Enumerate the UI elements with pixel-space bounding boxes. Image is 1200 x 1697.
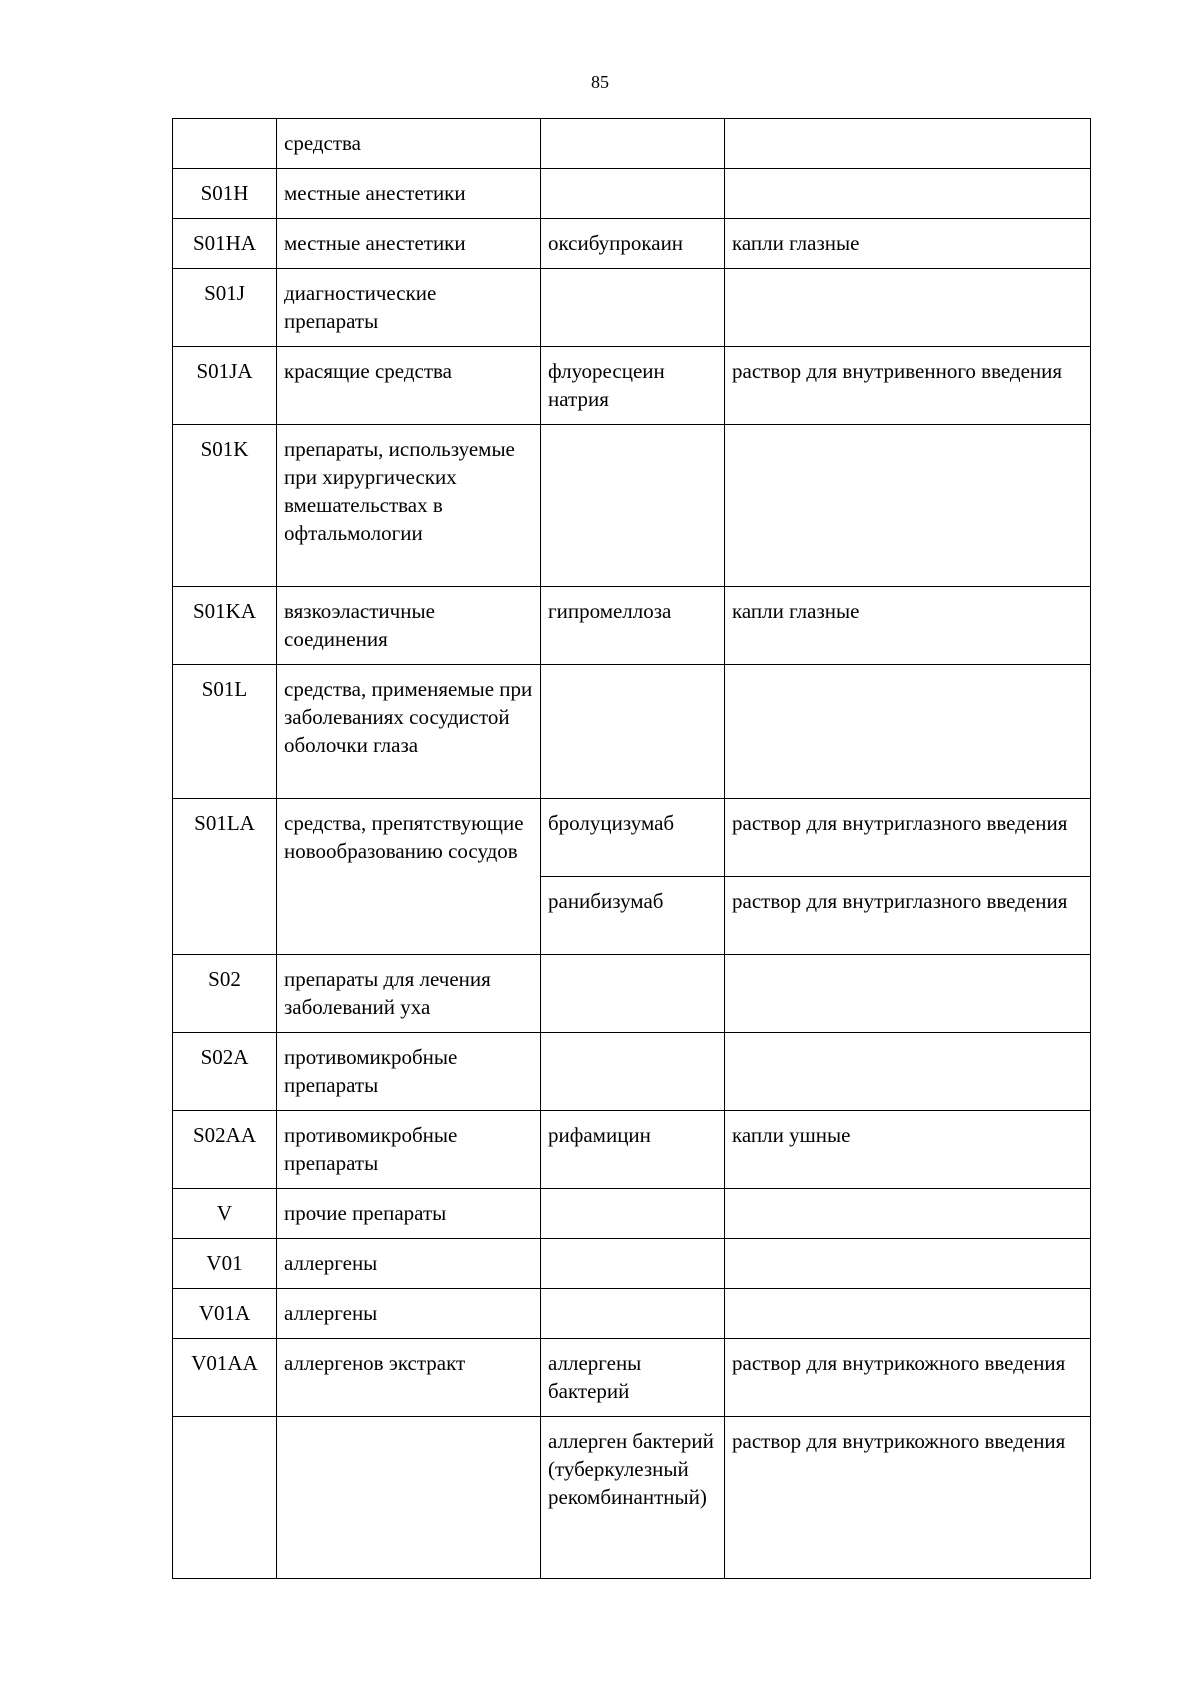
atc-code-cell: S01H xyxy=(173,169,277,219)
group-name-cell: противомикробные препараты xyxy=(277,1111,541,1189)
atc-code-cell xyxy=(173,1417,277,1579)
group-name-cell: прочие препараты xyxy=(277,1189,541,1239)
dosage-form-cell: капли глазные xyxy=(725,219,1091,269)
group-name-cell: препараты, используемые при хирургических вмешательствах в офтальмологии xyxy=(277,425,541,587)
dosage-form-cell xyxy=(725,1033,1091,1111)
dosage-form-cell xyxy=(725,1239,1091,1289)
atc-code-cell: S01JA xyxy=(173,347,277,425)
atc-code-cell: S02A xyxy=(173,1033,277,1111)
table-row xyxy=(173,169,1091,219)
dosage-form-cell: раствор для внутрикожного введения xyxy=(725,1417,1091,1579)
table-row xyxy=(173,1289,1091,1339)
drug-name-cell: бролуцизумаб xyxy=(541,799,725,877)
drug-name-cell: флуоресцеин натрия xyxy=(541,347,725,425)
atc-code-cell: S02 xyxy=(173,955,277,1033)
atc-code-cell: S01HA xyxy=(173,219,277,269)
drug-name-cell xyxy=(541,955,725,1033)
group-name-cell: аллергены xyxy=(277,1289,541,1339)
drug-name-cell xyxy=(541,169,725,219)
atc-code-cell: V01 xyxy=(173,1239,277,1289)
group-name-cell: средства xyxy=(277,119,541,169)
group-name-cell: местные анестетики xyxy=(277,219,541,269)
table-row xyxy=(173,799,1091,877)
group-name-cell: красящие средства xyxy=(277,347,541,425)
group-name-cell: вязкоэластичные соединения xyxy=(277,587,541,665)
atc-code-cell: S01L xyxy=(173,665,277,799)
table-row xyxy=(173,269,1091,347)
table-row xyxy=(173,119,1091,169)
dosage-form-cell xyxy=(725,425,1091,587)
atc-code-cell: S02AA xyxy=(173,1111,277,1189)
table-row xyxy=(173,1189,1091,1239)
table-row xyxy=(173,587,1091,665)
group-name-cell: средства, препятствующие новообразованию сосудов xyxy=(277,799,541,955)
group-name-cell: противомикробные препараты xyxy=(277,1033,541,1111)
drug-name-cell: аллерген бактерий (туберкулезный рекомбинантный) xyxy=(541,1417,725,1579)
group-name-cell: препараты для лечения заболеваний уха xyxy=(277,955,541,1033)
dosage-form-cell: раствор для внутриглазного введения xyxy=(725,799,1091,877)
drug-name-cell: ранибизумаб xyxy=(541,877,725,955)
table-row xyxy=(173,347,1091,425)
table-row xyxy=(173,219,1091,269)
group-name-cell: средства, применяемые при заболеваниях сосудистой оболочки глаза xyxy=(277,665,541,799)
atc-code-cell: S01LA xyxy=(173,799,277,955)
atc-code-cell: V01A xyxy=(173,1289,277,1339)
table-row xyxy=(173,955,1091,1033)
dosage-form-cell xyxy=(725,955,1091,1033)
dosage-form-cell: капли глазные xyxy=(725,587,1091,665)
dosage-form-cell: капли ушные xyxy=(725,1111,1091,1189)
drug-name-cell xyxy=(541,269,725,347)
dosage-form-cell: раствор для внутриглазного введения xyxy=(725,877,1091,955)
drug-name-cell xyxy=(541,425,725,587)
table-row xyxy=(173,665,1091,799)
table-row xyxy=(173,1339,1091,1417)
drug-name-cell xyxy=(541,1189,725,1239)
page-number: 85 xyxy=(591,72,609,92)
drug-name-cell: аллергены бактерий xyxy=(541,1339,725,1417)
table-row xyxy=(173,1417,1091,1579)
table-row xyxy=(173,1239,1091,1289)
table-row xyxy=(173,425,1091,587)
atc-code-cell xyxy=(173,119,277,169)
dosage-form-cell: раствор для внутрикожного введения xyxy=(725,1339,1091,1417)
dosage-form-cell xyxy=(725,1189,1091,1239)
dosage-form-cell xyxy=(725,269,1091,347)
atc-drug-table xyxy=(172,118,1091,1579)
table-row xyxy=(173,1111,1091,1189)
group-name-cell xyxy=(277,1417,541,1579)
drug-name-cell: гипромеллоза xyxy=(541,587,725,665)
drug-name-cell xyxy=(541,119,725,169)
dosage-form-cell: раствор для внутривенного введения xyxy=(725,347,1091,425)
dosage-form-cell xyxy=(725,119,1091,169)
dosage-form-cell xyxy=(725,169,1091,219)
atc-code-cell: S01KA xyxy=(173,587,277,665)
atc-code-cell: V01AA xyxy=(173,1339,277,1417)
table-row xyxy=(173,1033,1091,1111)
dosage-form-cell xyxy=(725,1289,1091,1339)
group-name-cell: аллергенов экстракт xyxy=(277,1339,541,1417)
drug-name-cell xyxy=(541,1289,725,1339)
group-name-cell: диагностические препараты xyxy=(277,269,541,347)
drug-name-cell xyxy=(541,1033,725,1111)
drug-name-cell xyxy=(541,1239,725,1289)
drug-name-cell: рифамицин xyxy=(541,1111,725,1189)
dosage-form-cell xyxy=(725,665,1091,799)
drug-name-cell xyxy=(541,665,725,799)
drug-name-cell: оксибупрокаин xyxy=(541,219,725,269)
group-name-cell: аллергены xyxy=(277,1239,541,1289)
atc-code-cell: S01K xyxy=(173,425,277,587)
group-name-cell: местные анестетики xyxy=(277,169,541,219)
atc-code-cell: V xyxy=(173,1189,277,1239)
atc-code-cell: S01J xyxy=(173,269,277,347)
